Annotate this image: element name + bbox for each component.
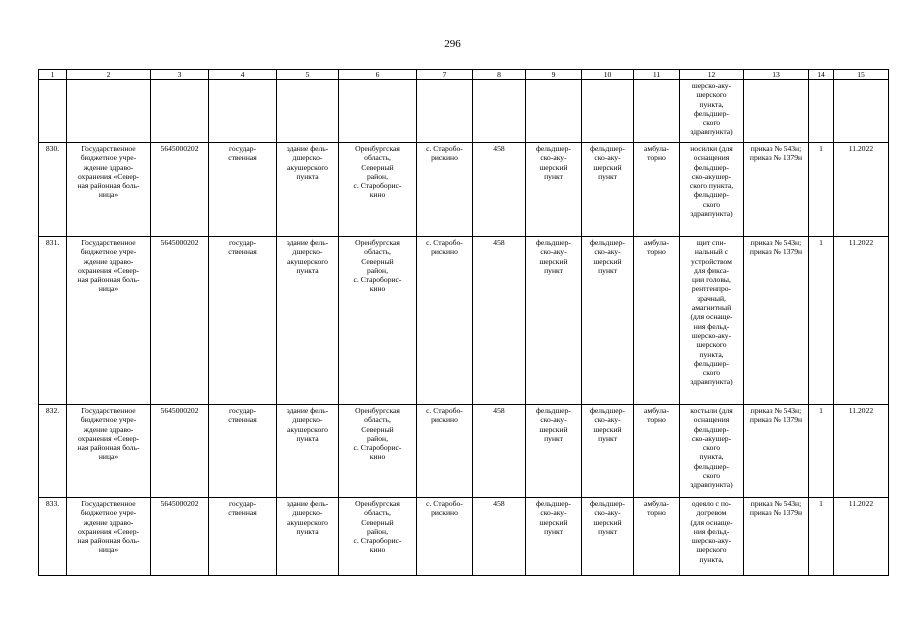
row-number: 831. [39,237,67,405]
settlement-cell: с. Старобо- рискино [417,143,473,237]
building-cell: здание фель- дшерско- акушерского пункта [277,498,339,576]
address-cell: Оренбургская область, Северный район, с. Староборис- кино [339,498,417,576]
equipment-cell: носилки (для оснащения фельдшер- ско-акушер- ского пункта, фельдшер- ского здравпункта) [680,143,744,237]
organization-cell: Государственное бюджетное учре- ждение здраво- охранения «Север- ная районная боль- ница» [67,237,151,405]
organization-cell: Государственное бюджетное учре- ждение здраво- охранения «Север- ная районная боль- ница» [67,498,151,576]
code2-cell: 458 [473,405,526,498]
code2-cell: 458 [473,237,526,405]
date-cell: 11.2022 [834,237,889,405]
order-cell: приказ № 543н; приказ № 1379н [744,498,809,576]
unit-type2-cell: фельдшер- ско-аку- шерский пункт [582,143,634,237]
settlement-cell: с. Старобо- рискино [417,405,473,498]
row-number: 830. [39,143,67,237]
column-number-row [39,70,889,80]
quantity-cell: 1 [809,498,834,576]
organization-cell: Государственное бюджетное учре- ждение здраво- охранения «Север- ная районная боль- ница» [67,143,151,237]
ownership-cell: государ- ственная [209,237,277,405]
column-header: 12 [680,70,744,80]
unit-type2-cell: фельдшер- ско-аку- шерский пункт [582,498,634,576]
unit-type-cell: фельдшер- ско-аку- шерский пункт [526,237,582,405]
table-row [39,237,889,405]
settlement-cell: с. Старобо- рискино [417,498,473,576]
column-header: 4 [209,70,277,80]
column-header: 9 [526,70,582,80]
quantity-cell: 1 [809,143,834,237]
column-header: 8 [473,70,526,80]
column-header: 1 [39,70,67,80]
column-header: 11 [634,70,680,80]
column-header: 5 [277,70,339,80]
code-cell: 5645000202 [151,498,209,576]
table-row [39,143,889,237]
equipment-cell: шерско-аку- шерского пункта, фельдшер- ского здравпункта) [680,80,744,143]
column-header: 6 [339,70,417,80]
quantity-cell: 1 [809,405,834,498]
order-cell: приказ № 543н; приказ № 1379н [744,237,809,405]
unit-type2-cell: фельдшер- ско-аку- шерский пункт [582,405,634,498]
care-cell: амбула- торно [634,237,680,405]
order-cell: приказ № 543н; приказ № 1379н [744,405,809,498]
code-cell: 5645000202 [151,405,209,498]
equipment-register-table [38,69,889,576]
care-cell: амбула- торно [634,405,680,498]
row-number: 833. [39,498,67,576]
column-header: 14 [809,70,834,80]
building-cell: здание фель- дшерско- акушерского пункта [277,143,339,237]
code2-cell: 458 [473,143,526,237]
building-cell: здание фель- дшерско- акушерского пункта [277,405,339,498]
column-header: 3 [151,70,209,80]
equipment-cell: одеяло с по- догревом (для оснаще- ния фельд- шерско-аку- шерского пункта, [680,498,744,576]
address-cell: Оренбургская область, Северный район, с. Староборис- кино [339,143,417,237]
unit-type2-cell: фельдшер- ско-аку- шерский пункт [582,237,634,405]
column-header: 7 [417,70,473,80]
code2-cell: 458 [473,498,526,576]
ownership-cell: государ- ственная [209,405,277,498]
table-row-continuation [39,80,889,143]
code-cell: 5645000202 [151,143,209,237]
care-cell: амбула- торно [634,143,680,237]
ownership-cell: государ- ственная [209,143,277,237]
unit-type-cell: фельдшер- ско-аку- шерский пункт [526,143,582,237]
equipment-cell: костыли (для оснащения фельдшер- ско-акушер- ского пункта, фельдшер- ского здравпункта) [680,405,744,498]
order-cell: приказ № 543н; приказ № 1379н [744,143,809,237]
settlement-cell: с. Старобо- рискино [417,237,473,405]
building-cell: здание фель- дшерско- акушерского пункта [277,237,339,405]
unit-type-cell: фельдшер- ско-аку- шерский пункт [526,405,582,498]
equipment-cell: щит спи- нальный с устройством для фикса- ции головы, рентгенпро- зрачный, амагнитный (для оснаще- ния фельд- шерско-аку- шерского пункта, фельдшер- ского здравпункта) [680,237,744,405]
care-cell: амбула- торно [634,498,680,576]
code-cell: 5645000202 [151,237,209,405]
column-header: 2 [67,70,151,80]
table-row [39,498,889,576]
column-header: 10 [582,70,634,80]
quantity-cell: 1 [809,237,834,405]
ownership-cell: государ- ственная [209,498,277,576]
table-row [39,405,889,498]
row-number: 832. [39,405,67,498]
date-cell: 11.2022 [834,498,889,576]
date-cell: 11.2022 [834,405,889,498]
address-cell: Оренбургская область, Северный район, с. Староборис- кино [339,405,417,498]
date-cell: 11.2022 [834,143,889,237]
address-cell: Оренбургская область, Северный район, с. Староборис- кино [339,237,417,405]
organization-cell: Государственное бюджетное учре- ждение здраво- охранения «Север- ная районная боль- ница» [67,405,151,498]
column-header: 15 [834,70,889,80]
unit-type-cell: фельдшер- ско-аку- шерский пункт [526,498,582,576]
page-number: 296 [444,38,461,50]
column-header: 13 [744,70,809,80]
